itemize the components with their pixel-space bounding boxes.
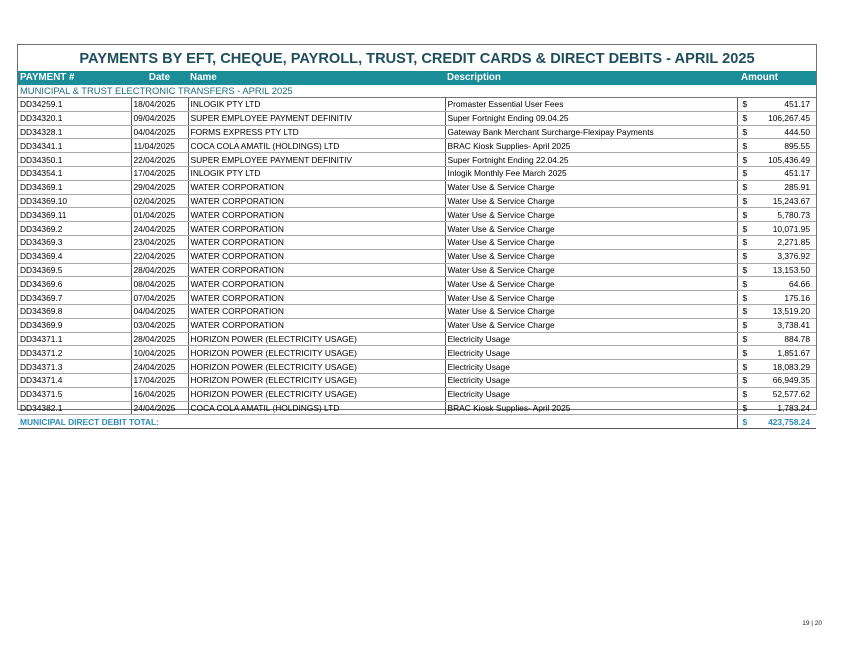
cell-name: WATER CORPORATION (188, 263, 445, 277)
cell-date: 11/04/2025 (131, 139, 188, 153)
table-header-row (18, 71, 816, 85)
currency-symbol: $ (742, 264, 748, 275)
cell-payment: DD34369.3 (18, 235, 131, 249)
total-label: MUNICIPAL DIRECT DEBIT TOTAL: (18, 415, 737, 429)
cell-payment: DD34369.7 (18, 291, 131, 305)
cell-name: COCA COLA AMATIL (HOLDINGS) LTD (188, 401, 445, 415)
cell-name: WATER CORPORATION (188, 318, 445, 332)
table-row (18, 139, 816, 153)
cell-payment: DD34371.1 (18, 332, 131, 346)
cell-name: WATER CORPORATION (188, 194, 445, 208)
cell-name: WATER CORPORATION (188, 222, 445, 236)
table-row (18, 373, 816, 387)
cell-description: Water Use & Service Charge (445, 304, 737, 318)
cell-description: Electricity Usage (445, 346, 737, 360)
cell-date: 22/04/2025 (131, 249, 188, 263)
cell-payment: DD34341.1 (18, 139, 131, 153)
table-row (18, 98, 816, 112)
cell-amount (737, 222, 816, 236)
cell-description: Water Use & Service Charge (445, 249, 737, 263)
cell-name: WATER CORPORATION (188, 180, 445, 194)
table-row (18, 332, 816, 346)
cell-description: Promaster Essential User Fees (445, 98, 737, 112)
cell-amount (737, 153, 816, 167)
cell-description: Electricity Usage (445, 332, 737, 346)
cell-amount (737, 180, 816, 194)
cell-payment: DD34382.1 (18, 401, 131, 415)
cell-date: 01/04/2025 (131, 208, 188, 222)
section-row (18, 85, 816, 98)
table-row (18, 222, 816, 236)
cell-date: 24/04/2025 (131, 401, 188, 415)
amount-value: 285.91 (784, 182, 810, 193)
header-payment: PAYMENT # (18, 71, 131, 85)
cell-name: WATER CORPORATION (188, 291, 445, 305)
cell-description: BRAC Kiosk Supplies- April 2025 (445, 139, 737, 153)
table-row (18, 125, 816, 139)
amount-value: 1,783.24 (777, 402, 810, 413)
amount-value: 884.78 (784, 333, 810, 344)
cell-description: Super Fortnight Ending 22.04.25 (445, 153, 737, 167)
table-row (18, 318, 816, 332)
section-title: MUNICIPAL & TRUST ELECTRONIC TRANSFERS - APRIL 2025 (18, 85, 816, 98)
amount-value: 18,083.29 (772, 361, 810, 372)
currency-symbol: $ (742, 416, 748, 427)
amount-value: 895.55 (784, 140, 810, 151)
cell-name: HORIZON POWER (ELECTRICITY USAGE) (188, 346, 445, 360)
cell-amount (737, 166, 816, 180)
cell-amount (737, 373, 816, 387)
cell-amount (737, 387, 816, 401)
cell-amount (737, 208, 816, 222)
currency-symbol: $ (742, 126, 748, 137)
cell-amount (737, 194, 816, 208)
cell-payment: DD34371.3 (18, 360, 131, 374)
cell-description: Water Use & Service Charge (445, 222, 737, 236)
cell-description: Water Use & Service Charge (445, 180, 737, 194)
cell-payment: DD34320.1 (18, 111, 131, 125)
currency-symbol: $ (742, 237, 748, 248)
cell-payment: DD34369.2 (18, 222, 131, 236)
cell-payment: DD34354.1 (18, 166, 131, 180)
cell-date: 17/04/2025 (131, 166, 188, 180)
table-row (18, 208, 816, 222)
cell-description: BRAC Kiosk Supplies- April 2025 (445, 401, 737, 415)
cell-description: Electricity Usage (445, 387, 737, 401)
cell-amount (737, 125, 816, 139)
table-row (18, 346, 816, 360)
currency-symbol: $ (742, 306, 748, 317)
cell-payment: DD34369.4 (18, 249, 131, 263)
cell-description: Water Use & Service Charge (445, 318, 737, 332)
cell-description: Super Fortnight Ending 09.04.25 (445, 111, 737, 125)
cell-date: 24/04/2025 (131, 222, 188, 236)
table-row (18, 111, 816, 125)
cell-payment: DD34369.6 (18, 277, 131, 291)
cell-description: Electricity Usage (445, 360, 737, 374)
header-amount: Amount (737, 71, 816, 85)
cell-amount (737, 111, 816, 125)
currency-symbol: $ (742, 154, 748, 165)
cell-date: 02/04/2025 (131, 194, 188, 208)
currency-symbol: $ (742, 292, 748, 303)
cell-name: SUPER EMPLOYEE PAYMENT DEFINITIV (188, 153, 445, 167)
cell-date: 07/04/2025 (131, 291, 188, 305)
report-title: PAYMENTS BY EFT, CHEQUE, PAYROLL, TRUST, CREDIT CARDS & DIRECT DEBITS - APRIL 2025 (18, 45, 816, 72)
currency-symbol: $ (742, 140, 748, 151)
cell-name: WATER CORPORATION (188, 304, 445, 318)
table-row (18, 304, 816, 318)
cell-date: 04/04/2025 (131, 304, 188, 318)
cell-name: INLOGIK PTY LTD (188, 166, 445, 180)
cell-amount (737, 263, 816, 277)
report-frame (17, 44, 817, 427)
amount-value: 444.50 (784, 126, 810, 137)
cell-payment: DD34350.1 (18, 153, 131, 167)
table-row (18, 249, 816, 263)
cell-description: Gateway Bank Merchant Surcharge-Flexipay Payments (445, 125, 737, 139)
currency-symbol: $ (742, 375, 748, 386)
cell-payment: DD34328.1 (18, 125, 131, 139)
currency-symbol: $ (742, 195, 748, 206)
currency-symbol: $ (742, 361, 748, 372)
cell-payment: DD34369.10 (18, 194, 131, 208)
currency-symbol: $ (742, 402, 748, 413)
table-row (18, 263, 816, 277)
cell-date: 23/04/2025 (131, 235, 188, 249)
cell-date: 17/04/2025 (131, 373, 188, 387)
currency-symbol: $ (742, 99, 748, 110)
currency-symbol: $ (742, 251, 748, 262)
currency-symbol: $ (742, 113, 748, 124)
amount-value: 451.17 (784, 99, 810, 110)
amount-value: 10,071.95 (772, 223, 810, 234)
amount-value: 175.16 (784, 292, 810, 303)
cell-payment: DD34371.4 (18, 373, 131, 387)
amount-value: 3,738.41 (777, 320, 810, 331)
cell-date: 03/04/2025 (131, 318, 188, 332)
cell-description: Water Use & Service Charge (445, 208, 737, 222)
page-indicator: 19 | 20 (802, 620, 822, 627)
cell-date: 28/04/2025 (131, 263, 188, 277)
cell-description: Water Use & Service Charge (445, 291, 737, 305)
table-row (18, 180, 816, 194)
cell-name: HORIZON POWER (ELECTRICITY USAGE) (188, 387, 445, 401)
cell-name: HORIZON POWER (ELECTRICITY USAGE) (188, 360, 445, 374)
cell-description: Inlogik Monthly Fee March 2025 (445, 166, 737, 180)
amount-value: 52,577.62 (772, 389, 810, 400)
table-row (18, 235, 816, 249)
cell-amount (737, 304, 816, 318)
currency-symbol: $ (742, 168, 748, 179)
amount-value: 64.66 (789, 278, 810, 289)
total-amount-cell (737, 415, 816, 429)
currency-symbol: $ (742, 209, 748, 220)
cell-date: 18/04/2025 (131, 98, 188, 112)
cell-date: 04/04/2025 (131, 125, 188, 139)
header-date: Date (131, 71, 188, 85)
header-name: Name (188, 71, 445, 85)
cell-payment: DD34369.1 (18, 180, 131, 194)
cell-payment: DD34369.5 (18, 263, 131, 277)
currency-symbol: $ (742, 320, 748, 331)
cell-payment: DD34369.9 (18, 318, 131, 332)
amount-value: 105,436.49 (768, 154, 810, 165)
table-row (18, 277, 816, 291)
cell-description: Water Use & Service Charge (445, 194, 737, 208)
cell-description: Water Use & Service Charge (445, 263, 737, 277)
table-row (18, 153, 816, 167)
cell-name: WATER CORPORATION (188, 235, 445, 249)
payments-table (18, 71, 816, 429)
amount-value: 66,949.35 (772, 375, 810, 386)
amount-value: 15,243.67 (772, 195, 810, 206)
cell-name: COCA COLA AMATIL (HOLDINGS) LTD (188, 139, 445, 153)
total-amount: 423,758.24 (768, 416, 810, 427)
cell-date: 22/04/2025 (131, 153, 188, 167)
cell-payment: DD34369.8 (18, 304, 131, 318)
cell-description: Water Use & Service Charge (445, 277, 737, 291)
cell-name: INLOGIK PTY LTD (188, 98, 445, 112)
cell-name: WATER CORPORATION (188, 249, 445, 263)
amount-value: 5,780.73 (777, 209, 810, 220)
cell-amount (737, 139, 816, 153)
cell-date: 29/04/2025 (131, 180, 188, 194)
currency-symbol: $ (742, 389, 748, 400)
amount-value: 3,376.92 (777, 251, 810, 262)
cell-name: HORIZON POWER (ELECTRICITY USAGE) (188, 373, 445, 387)
currency-symbol: $ (742, 182, 748, 193)
currency-symbol: $ (742, 347, 748, 358)
cell-amount (737, 98, 816, 112)
cell-date: 10/04/2025 (131, 346, 188, 360)
table-row (18, 166, 816, 180)
header-description: Description (445, 71, 737, 85)
cell-amount (737, 332, 816, 346)
cell-description: Electricity Usage (445, 373, 737, 387)
cell-date: 16/04/2025 (131, 387, 188, 401)
cell-amount (737, 291, 816, 305)
cell-amount (737, 360, 816, 374)
cell-date: 09/04/2025 (131, 111, 188, 125)
cell-name: HORIZON POWER (ELECTRICITY USAGE) (188, 332, 445, 346)
table-row (18, 401, 816, 415)
amount-value: 1,851.67 (777, 347, 810, 358)
cell-description: Water Use & Service Charge (445, 235, 737, 249)
cell-amount (737, 249, 816, 263)
table-row (18, 291, 816, 305)
table-row (18, 387, 816, 401)
cell-name: FORMS EXPRESS PTY LTD (188, 125, 445, 139)
cell-amount (737, 346, 816, 360)
cell-amount (737, 401, 816, 415)
cell-date: 24/04/2025 (131, 360, 188, 374)
table-row (18, 194, 816, 208)
cell-date: 08/04/2025 (131, 277, 188, 291)
cell-payment: DD34259.1 (18, 98, 131, 112)
amount-value: 2,271.85 (777, 237, 810, 248)
amount-value: 451.17 (784, 168, 810, 179)
cell-payment: DD34369.11 (18, 208, 131, 222)
total-row (18, 415, 816, 429)
currency-symbol: $ (742, 223, 748, 234)
cell-name: SUPER EMPLOYEE PAYMENT DEFINITIV (188, 111, 445, 125)
cell-name: WATER CORPORATION (188, 277, 445, 291)
cell-amount (737, 235, 816, 249)
currency-symbol: $ (742, 278, 748, 289)
currency-symbol: $ (742, 333, 748, 344)
cell-name: WATER CORPORATION (188, 208, 445, 222)
cell-payment: DD34371.2 (18, 346, 131, 360)
table-row (18, 360, 816, 374)
cell-amount (737, 277, 816, 291)
amount-value: 13,153.50 (772, 264, 810, 275)
amount-value: 106,267.45 (768, 113, 810, 124)
cell-date: 28/04/2025 (131, 332, 188, 346)
cell-payment: DD34371.5 (18, 387, 131, 401)
amount-value: 13,519.20 (772, 306, 810, 317)
cell-amount (737, 318, 816, 332)
